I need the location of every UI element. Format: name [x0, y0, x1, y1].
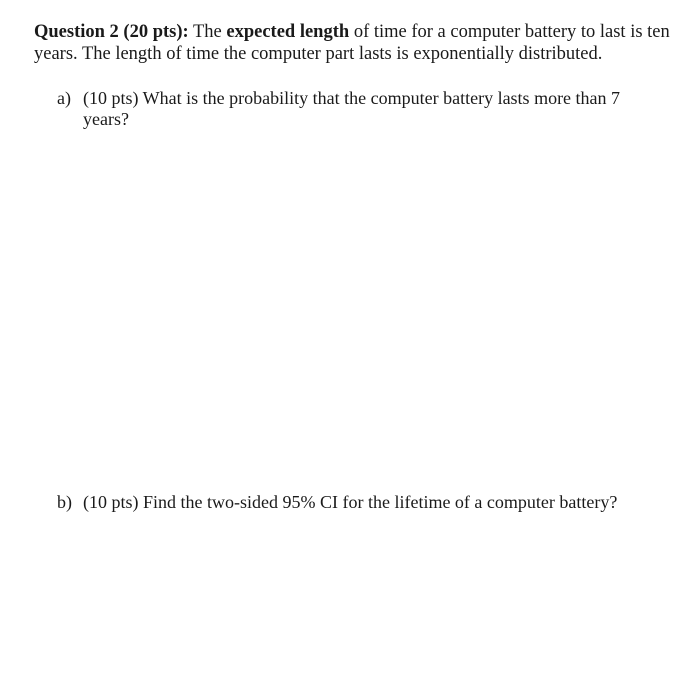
part-a-text: (10 pts) What is the probability that the computer battery lasts more than 7 years? — [83, 88, 621, 129]
question-text-rest: of time for a computer battery to last is ten years. The length of time the computer part lasts is exponentially distributed. — [34, 22, 670, 64]
part-b — [57, 492, 657, 513]
question-heading: Question 2 (20 pts): — [34, 22, 189, 42]
part-b-marker: b) — [57, 492, 72, 512]
question-statement — [34, 21, 674, 65]
question-emphasis: expected length — [226, 22, 350, 42]
part-b-text: (10 pts) Find the two-sided 95% CI for the lifetime of a computer battery? — [83, 492, 618, 512]
part-a-marker: a) — [57, 88, 71, 108]
part-a — [57, 88, 657, 130]
question-text-lead: The — [188, 22, 227, 42]
